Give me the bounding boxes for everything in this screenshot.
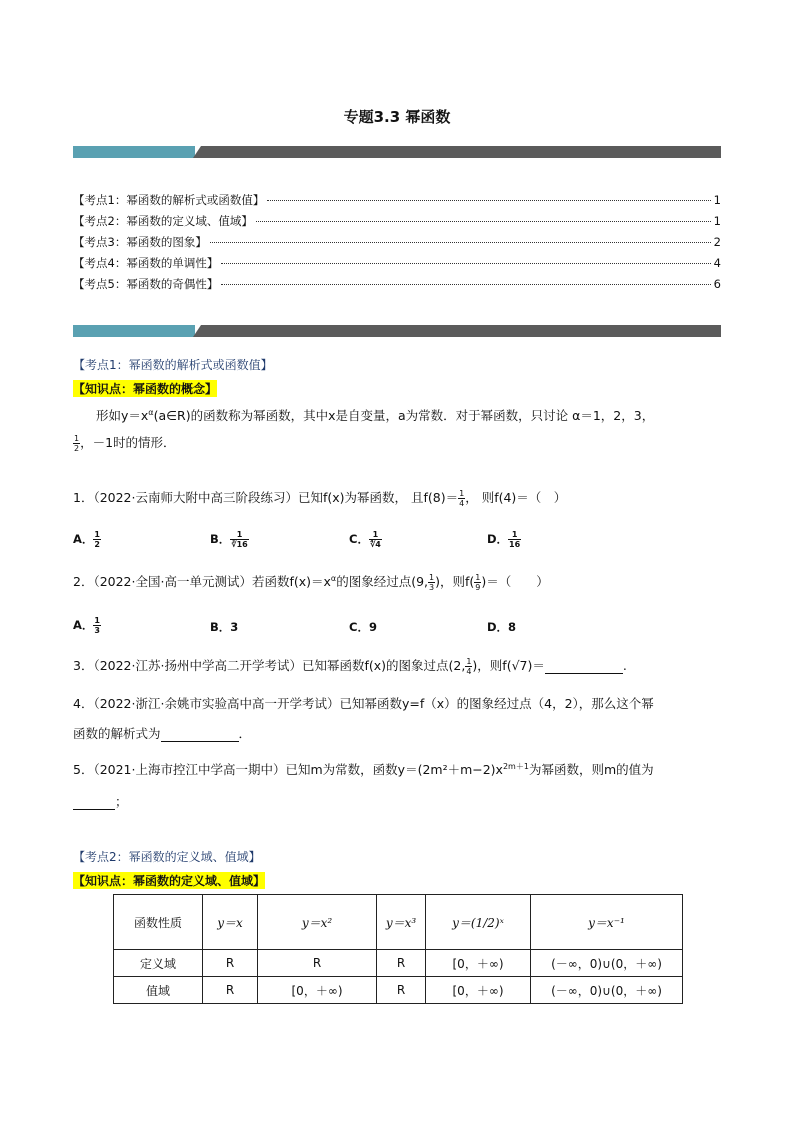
divider-bar — [73, 146, 721, 158]
q2-option-b[interactable]: B．3 — [210, 620, 239, 634]
knowledge-label: 【知识点：幂函数的概念】 — [73, 382, 218, 396]
table-cell: [0，＋∞) — [258, 977, 377, 1004]
table-cell: R — [258, 950, 377, 977]
table-cell: 定义域 — [114, 950, 203, 977]
section-heading: 【考点1：幂函数的解析式或函数值】 — [73, 358, 273, 372]
table-cell: y＝x⁻¹ — [531, 895, 683, 950]
question-2: 2．（2022·全国·高一单元测试）若函数$f(x)=x^\alpha$的图象经过点(9, $\frac{1}{3}$ )，则f( $\frac{1}{9}$ )＝（ ） — [73, 573, 549, 592]
section-heading: 【考点2：幂函数的定义域、值域】 — [73, 850, 261, 864]
answer-blank[interactable] — [545, 658, 623, 674]
table-cell: (－∞，0)∪(0，＋∞) — [531, 950, 683, 977]
table-cell: 函数性质 — [114, 895, 203, 950]
table-cell: R — [377, 950, 426, 977]
table-cell: R — [203, 950, 258, 977]
question-5-cont: ； — [73, 792, 723, 810]
q1-option-c[interactable]: C． $\frac{1}{∜4}$ — [349, 530, 381, 549]
q2-option-d[interactable]: D．8 — [487, 620, 517, 634]
toc-item[interactable]: 【考点2：幂函数的定义域、值域】 1 — [73, 214, 721, 228]
q1-option-d[interactable]: D． $\frac{1}{16}$ — [487, 530, 521, 549]
toc-item[interactable]: 【考点1：幂函数的解析式或函数值】 1 — [73, 193, 721, 207]
question-3: 3．（2022·江苏·扬州中学高二开学考试）已知幂函数f(x)的图象过点(2, $\frac{1}{4}$ )，则f(√7)＝ . — [73, 657, 627, 676]
domain-range-table — [113, 894, 683, 1004]
concept-text: 形如$y=x^\alpha(a\in R)$的函数称为幂函数，其中x是自变量，a为常数．对于幂函数，只讨论 α＝1，2，3， — [96, 408, 655, 424]
q2-option-a[interactable]: A． $\frac{1}{3}$ — [73, 616, 100, 635]
knowledge-label: 【知识点：幂函数的定义域、值域】 — [73, 874, 266, 888]
table-cell: (－∞，0)∪(0，＋∞) — [531, 977, 683, 1004]
table-cell: [0，＋∞) — [426, 977, 531, 1004]
table-cell: [0，＋∞) — [426, 950, 531, 977]
q2-option-c[interactable]: C．9 — [349, 620, 377, 634]
table-row — [114, 950, 683, 977]
table-cell: y＝x³ — [377, 895, 426, 950]
table-cell: 值域 — [114, 977, 203, 1004]
question-4: 4．（2022·浙江·余姚市实验高中高一开学考试）已知幂函数y=f（x）的图象经过点（4，2），那么这个幂 — [73, 696, 654, 711]
answer-blank[interactable] — [73, 794, 115, 810]
divider-bar — [73, 325, 721, 337]
table-cell: y＝x² — [258, 895, 377, 950]
q1-option-a[interactable]: A． $\frac{1}{2}$ — [73, 530, 100, 549]
toc-item[interactable]: 【考点5：幂函数的奇偶性】 6 — [73, 277, 721, 291]
table-cell: R — [377, 977, 426, 1004]
table-cell: R — [203, 977, 258, 1004]
table-cell: y＝x — [203, 895, 258, 950]
concept-text-cont: $\frac{1}{2}$ ，－1时的情形． — [74, 434, 176, 453]
q1-option-b[interactable]: B． $\frac{1}{∛16}$ — [210, 530, 248, 549]
question-1: 1．（2022·云南师大附中高三阶段练习）已知f(x)为幂函数， 且f(8)＝ $\frac{1}{4}$ ， 则f(4)＝（ ） — [73, 489, 567, 508]
question-5: 5．（2021·上海市控江中学高一期中）已知m为常数，函数$y=(2m^2+m-2)x^{2m+1}$为幂函数，则m的值为 — [73, 761, 654, 777]
table-cell: y＝(1/2)ˣ — [426, 895, 531, 950]
toc-item[interactable]: 【考点3：幂函数的图象】 2 — [73, 235, 721, 249]
page-title: 专题3.3 幂函数 — [343, 108, 451, 126]
table-header-row — [114, 895, 683, 950]
table-row — [114, 977, 683, 1004]
question-4-cont: 函数的解析式为 ． — [73, 726, 252, 741]
answer-blank[interactable] — [161, 726, 239, 742]
toc-item[interactable]: 【考点4：幂函数的单调性】 4 — [73, 256, 721, 270]
